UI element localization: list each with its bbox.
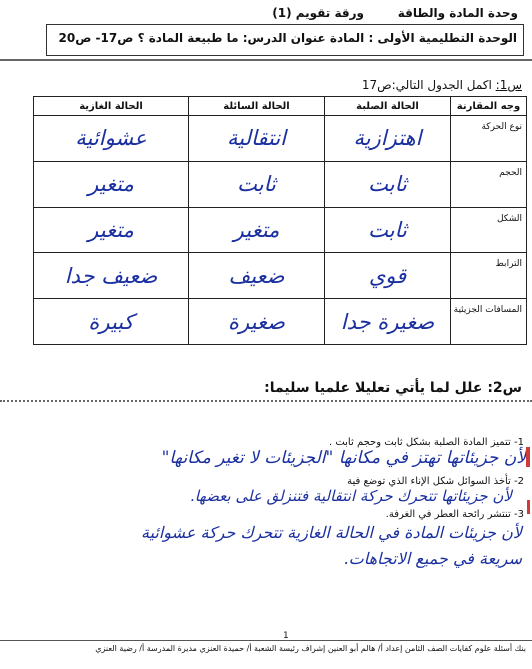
lesson-line: الوحدة التطليمية الأولى : المادة عنوان الدرس: ما طبيعة المادة ؟ ص17- ص20 — [58, 31, 517, 45]
question2-title: س2: علل لما يأتي تعليلا علميا سليما: — [264, 380, 522, 396]
header-cell: الحالة السائلة — [189, 97, 325, 116]
header-divider — [0, 59, 532, 61]
section-divider — [0, 400, 532, 402]
gas-cell: متغير — [34, 207, 189, 253]
table-header-row — [34, 97, 527, 116]
table-row — [34, 299, 527, 345]
red-margin-mark — [526, 447, 530, 467]
solid-cell: صغيرة جدا — [325, 299, 451, 345]
liquid-cell: متغير — [189, 207, 325, 253]
question2-item: 3- تنتشر رائحة العطر في الغرفة. — [385, 509, 524, 520]
sheet-title: ورقة تقويم (1) — [272, 6, 364, 20]
row-label: نوع الحركة — [451, 116, 527, 162]
page-number: 1 — [283, 631, 289, 641]
liquid-cell: ضعيف — [189, 253, 325, 299]
handwritten-answer: لأن جزيئات المادة في الحالة الغازية تتحرك حركة عشوائية سريعة في جميع الاتجاهات. — [140, 523, 522, 568]
comparison-table — [33, 96, 527, 345]
footer-divider — [0, 640, 532, 641]
solid-cell: ثابت — [325, 161, 451, 207]
gas-cell: عشوائية — [34, 116, 189, 162]
table-row — [34, 116, 527, 162]
gas-cell: كبيرة — [34, 299, 189, 345]
gas-cell: متغير — [34, 161, 189, 207]
header-cell: الحالة الصلبة — [325, 97, 451, 116]
footer-credits: بنك أسئلة علوم كفايات الصف الثامن إعداد أ/ هالم أبو العنين إشراف رئيسة الشعبة أ/ حميدة العنزي مديرة المدرسة أ/ رضية العنزي — [95, 644, 526, 653]
solid-cell: اهتزازية — [325, 116, 451, 162]
table-row — [34, 207, 527, 253]
question1-prompt: اكمل الجدول التالي:ص17 — [361, 78, 492, 92]
liquid-cell: انتقالية — [189, 116, 325, 162]
header-cell: وجه المقارنة — [451, 97, 527, 116]
question1 — [362, 78, 522, 92]
header-top — [8, 4, 524, 24]
row-label: المسافات الجزيئية — [451, 299, 527, 345]
question2-item: 2- تأخذ السوائل شكل الإناء الذي توضع فية — [347, 476, 524, 487]
table-row — [34, 161, 527, 207]
row-label: الشكل — [451, 207, 527, 253]
liquid-cell: ثابت — [189, 161, 325, 207]
unit-title: وحدة المادة والطاقة — [397, 6, 518, 20]
lesson-box — [46, 24, 524, 56]
solid-cell: قوي — [325, 253, 451, 299]
liquid-cell: صغيرة — [189, 299, 325, 345]
row-label: الترابط — [451, 253, 527, 299]
question2-item: 1- تتميز المادة الصلبة بشكل ثابت وحجم ثابت . — [328, 437, 524, 448]
red-margin-mark — [527, 500, 530, 514]
handwritten-answer: لأن جزيئاتها تهتز في مكانها "الجزيئات لا تغير مكانها" — [161, 448, 526, 468]
gas-cell: ضعيف جدا — [34, 253, 189, 299]
row-label: الحجم — [451, 161, 527, 207]
table-row — [34, 253, 527, 299]
header-cell: الحالة الغازية — [34, 97, 189, 116]
question1-number: س1: — [495, 78, 522, 92]
solid-cell: ثابت — [325, 207, 451, 253]
handwritten-answer: لأن جزيئاتها تتحرك حركة انتقالية فتنزلق على بعضها. — [189, 487, 512, 505]
